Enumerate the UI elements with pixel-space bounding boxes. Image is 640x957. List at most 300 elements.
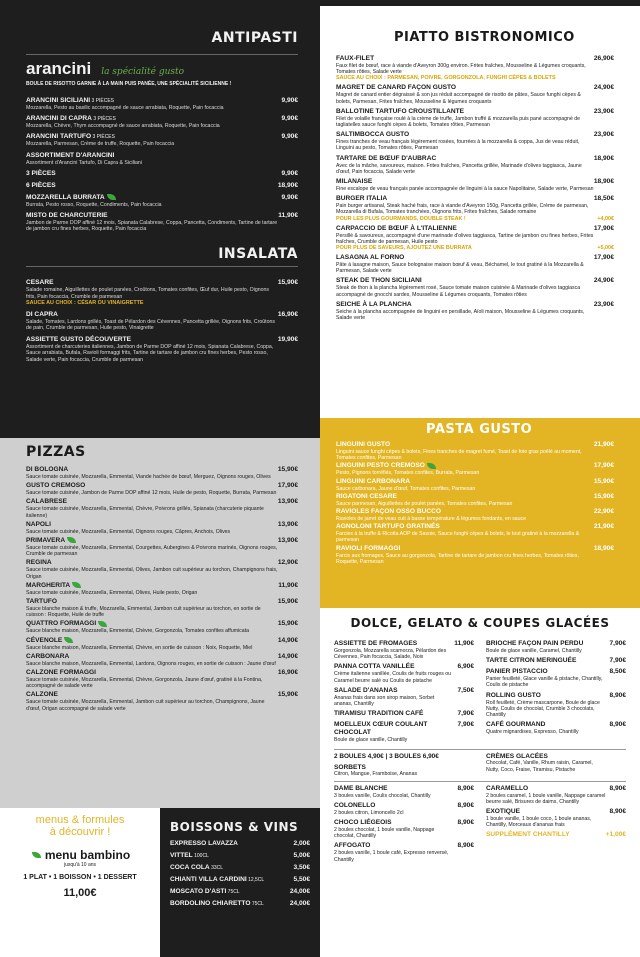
item-description: Pesto, Pignons torréfiés, Tomates confites, Burrata, Parmesan — [336, 470, 480, 477]
item-description: 2 boules chocolat, 1 boule vanille, Nappage chocolat, Chantilly — [334, 827, 435, 840]
menu-item — [26, 653, 298, 667]
pasta-title: PASTA GUSTO — [426, 422, 533, 437]
item-name: SALADE D'ANANAS — [334, 686, 398, 694]
item-volume: 33CL — [209, 865, 224, 871]
arancini-brand: arancini — [26, 59, 92, 78]
piatto-list — [336, 55, 614, 321]
bambino-age: jusqu'à 10 ans — [63, 862, 97, 868]
item-price: 8,90€ — [609, 691, 626, 699]
item-price: 8,90€ — [457, 784, 474, 792]
menu-item — [26, 620, 298, 634]
item-name: GUSTO CREMOSO — [26, 482, 86, 490]
vegetarian-leaf-icon — [107, 194, 116, 200]
item-description: Mozzarella, Parmesan, Crème de truffe, Roquette, Pain focaccia — [26, 141, 175, 148]
vegetarian-leaf-icon — [72, 582, 81, 588]
item-description: Sauce tomate cuisinée, Mozzarella, Emmental, Viande hachée de bœuf, Merguez, Oignons rouges, Olives — [26, 474, 271, 480]
menu-item — [26, 336, 298, 363]
item-name: BORDOLINO CHIARETTO 75CL — [170, 900, 264, 907]
coupes-left-column — [334, 785, 474, 866]
item-name: TARTARE DE BŒUF D'AUBRAC — [336, 154, 437, 162]
boissons-title: BOISSONS & VINS — [170, 820, 299, 834]
item-price: 13,90€ — [277, 498, 298, 506]
menu-item — [170, 876, 310, 884]
item-name: TARTE CITRON MERINGUÉE — [486, 657, 577, 665]
leaf-icon — [32, 852, 41, 858]
item-price: 21,90€ — [593, 523, 614, 531]
menu-item — [336, 155, 614, 175]
menu-item — [26, 466, 298, 480]
vegetarian-leaf-icon — [64, 637, 73, 643]
item-description: Persillé & savoureux, accompagné d'une marinade d'olives taggiasca, Tartine de jambon cru fines herbes, Frites fraîches, Crumble de parmesan, Huile pesto — [336, 232, 594, 245]
item-name: BALLOTINE TARTUFO CROUSTILLANTE — [336, 107, 465, 115]
item-name: CALZONE FORMAGGI — [26, 669, 96, 677]
item-quantity: 3 PIÈCES — [91, 116, 116, 123]
item-description: Sauce blanche maison, Mozzarella, Emmental, Lardons, Oignons rouges, en sortie de cuisson : Jaune d'œuf — [26, 660, 276, 667]
item-price: 7,50€ — [457, 686, 474, 694]
menu-item — [334, 640, 474, 660]
pizza-list — [26, 466, 298, 712]
item-description: 1 boule vanille, 1 boule coco, 1 boule ananas, Chantilly, Morceaux d'ananas frais — [486, 816, 592, 829]
item-price: 23,90€ — [593, 131, 614, 139]
item-price: 8,90€ — [609, 721, 626, 729]
menu-item — [26, 521, 298, 535]
menu-item — [334, 721, 474, 743]
item-name: TIRAMISU TRADITION CAFÉ — [334, 710, 424, 718]
menu-item — [336, 523, 614, 543]
item-name: ASSIETTE DE FROMAGES — [334, 640, 418, 647]
menu-item — [334, 842, 474, 862]
item-description: Burrata, Pesto rosso, Roquette, Condiments, Pain focaccia — [26, 201, 162, 208]
item-price: 24,90€ — [593, 277, 614, 285]
menu-item — [336, 178, 614, 192]
menu-item — [170, 852, 310, 860]
item-price: 15,90€ — [277, 620, 298, 628]
item-price: 8,90€ — [457, 801, 474, 809]
item-name: AFFOGATO — [334, 842, 371, 850]
item-name: ARANCINI DI CAPRA 3 PIÈCES — [26, 115, 116, 123]
item-price: 2,00€ — [293, 840, 310, 847]
coupes-right-column — [486, 785, 626, 829]
item-description: Magret de canard entier dégraissé & son jus réduit accompagné de risotto de pâtes, Sauce funghi cèpes & bolets, Parmesan, Frites fraîches, Mousseline & légumes croquants — [336, 92, 581, 105]
item-price: 11,90€ — [454, 640, 474, 647]
menu-item — [336, 301, 614, 321]
item-price: 8,90€ — [457, 842, 474, 850]
supplement-row — [486, 831, 626, 839]
item-price: 19,90€ — [277, 336, 298, 344]
antipasti-insalata-panel — [0, 0, 320, 438]
item-name: MAGRET DE CANARD FAÇON GUSTO — [336, 84, 457, 92]
item-price: 7,90€ — [609, 657, 626, 665]
item-description: Faux filet de bœuf, race à viande d'Aveyron 300g environ. Frites fraîches, Mousseline & Légumes croquants, Tomates rôties, Salade verte — [336, 63, 586, 76]
item-name: SEICHE À LA PLANCHA — [336, 300, 412, 308]
item-price: 13,90€ — [277, 537, 298, 545]
item-description: Sauce tomate cuisinée, Jambon de Parme DOP affiné 12 mois, Huile de pesto, Roquette, Burrata, Parmesan — [26, 490, 277, 497]
menu-item — [336, 225, 614, 251]
item-name: ARANCINI SICILIANI 3 PIÈCES — [26, 97, 115, 104]
item-name: PANIER PISTACCIO — [486, 668, 548, 676]
dolce-left-column — [334, 640, 474, 746]
item-name: EXOTIQUE — [486, 808, 521, 816]
item-price: 9,90€ — [281, 193, 298, 201]
item-price: 23,90€ — [593, 300, 614, 308]
item-price: 3,50€ — [293, 864, 310, 871]
menu-item — [336, 441, 614, 461]
item-price: 15,90€ — [277, 598, 298, 606]
item-name: VITTEL 100CL — [170, 852, 209, 859]
item-description: Mozzarella, Pesto au basilic accompagné de sauce arrabiata, Roquette, Pain focaccia — [26, 105, 224, 111]
item-name: RAVIOLES FAÇON OSSO BUCCO — [336, 508, 442, 516]
dolce-right-column — [486, 640, 626, 746]
menu-item — [334, 785, 474, 799]
item-name: RAVIOLI FORMAGGI — [336, 544, 401, 552]
menus-line1: menus & formules — [35, 814, 125, 826]
item-volume: 75CL — [226, 889, 240, 895]
menu-item — [336, 195, 614, 221]
menu-item — [334, 802, 474, 816]
item-price: 15,90€ — [277, 691, 298, 699]
item-name: AGNOLONI TARTUFO GRATINÉS — [336, 523, 440, 531]
menu-item — [336, 478, 614, 492]
item-price: 22,90€ — [593, 508, 614, 516]
menu-item — [336, 277, 614, 297]
menu-item — [26, 170, 298, 178]
menu-item — [334, 710, 474, 718]
item-description: Avec de la mâche, savoureux, maison. Frites fraîches, Pancetta grillée, Marinade d'olives taggiasca, Jaune d'œuf, Pain focaccia, Salade verte — [336, 162, 582, 175]
menu-item — [26, 669, 298, 689]
item-description: 3 boules vanille, Coulis chocolat, Chantilly — [334, 792, 431, 799]
dolce-title: DOLCE, GELATO & COUPES GLACÉES — [350, 616, 610, 630]
item-description: Fine escalope de veau français panée accompagnée de linguini à la sauce Napolitaine, Salade verte, Parmesan — [336, 186, 594, 193]
item-description: Pain burger artisanal, Steak haché frais, race à viande d'Aveyron 150g, Pancetta grillée, Crème de parmesan, Mozzarella di Bufala, Tomates tranchées, Oignons frits, Frites fraîches, Salade romaine — [336, 203, 589, 216]
item-quantity: 3 PIÈCES — [90, 98, 115, 104]
dolce-divider — [334, 749, 626, 750]
cremes-title: CRÈMES GLACÉES — [486, 753, 548, 761]
item-name: LINGUINI GUSTO — [336, 441, 391, 448]
item-description: Sauce tomate cuisinée, Mozzarella, Emmental, Chèvre, Poivrons grillés, Spianata (charcuterie piquante italienne) — [26, 506, 264, 519]
menu-item — [26, 537, 298, 557]
item-price: 18,90€ — [593, 154, 614, 162]
item-name: CESARE — [26, 279, 54, 287]
vegetarian-leaf-icon — [427, 463, 436, 469]
item-name: DI CAPRA — [26, 310, 58, 318]
item-price: 15,90€ — [593, 492, 614, 500]
item-name: BURGER ITALIA — [336, 195, 388, 203]
menu-item — [336, 508, 614, 522]
item-name: BRIOCHE FAÇON PAIN PERDU — [486, 640, 584, 647]
item-description: Filet de volaille française roulé à la crème de truffe, Jambon truffé & mozzarella puis pané accompagné de tagliatelles sauce funghi cèpes & bolets, Tomates rôties, Parmesan — [336, 115, 581, 129]
pasta-panel — [320, 418, 640, 608]
menu-item — [486, 785, 626, 805]
item-price: 9,90€ — [281, 97, 298, 104]
menus-line2: à découvrir ! — [49, 826, 111, 838]
item-description: Crème italienne vanillée, Coulis de fruits rouges ou Caramel beurre salé ou Coulis de pistache — [334, 671, 452, 684]
item-description: Farcis aux fromages, Sauce au gorgonzola, Tartine de tartare de jambon cru fines herbes, Tomates rôties, Roquette, Parmesan — [336, 552, 579, 565]
sorbets-title: SORBETS — [334, 764, 366, 772]
item-price: 9,90€ — [281, 115, 298, 123]
menu-item — [336, 108, 614, 128]
item-name: ROLLING GUSTO — [486, 691, 541, 699]
item-extra-price: +5,00€ — [597, 245, 614, 252]
item-price: 24,90€ — [593, 84, 614, 92]
boissons-list — [170, 840, 310, 908]
item-price: 7,90€ — [609, 640, 626, 647]
item-price: 16,90€ — [277, 669, 298, 677]
menu-item — [486, 692, 626, 719]
item-name: CHIANTI VILLA CARDINI 12,5CL — [170, 876, 265, 883]
item-name: CALABRESE — [26, 498, 68, 506]
item-extra: POUR LES PLUS GOURMANDS, DOUBLE STEAK ! +4,00€ — [336, 215, 614, 222]
menus-panel — [0, 808, 160, 957]
item-description: Sauce tomate cuisinée, Mozzarella, Emmental, Olives, Jambon cuit supérieur au torchon, Champignons frais, Origan — [26, 567, 278, 580]
item-name: MISTO DE CHARCUTERIE — [26, 212, 108, 220]
item-name: CARAMELLO — [486, 784, 529, 792]
item-name: ARANCINI TARTUFO 3 PIÈCES — [26, 133, 115, 141]
item-name: MOSCATO D'ASTI 75CL — [170, 888, 240, 895]
menu-item — [170, 900, 310, 908]
pasta-list — [336, 441, 614, 565]
arancini-tagline: la spécialité gusto — [101, 67, 185, 77]
supplement-price: +1,00€ — [605, 831, 626, 839]
menu-item — [26, 691, 298, 711]
insalata-title: INSALATA — [26, 246, 298, 267]
item-description: Assortiment de charcuteries italiennes, Jambon de Parme DOP affiné 12 mois, Spianata Calabrese, Coppa, Sauce arrabiata, Bufala, Ravioli formaggi frits, Tartine de tartare de jambon cru fines herbes, Pesto rosso, Salade verte, Pain focaccia, Crumble de parmesan — [26, 344, 274, 363]
menu-item — [26, 559, 298, 579]
menu-item — [336, 55, 614, 81]
menu-item — [336, 545, 614, 565]
item-description: Mozzarella, Chèvre, Thym accompagné de sauce arrabiata, Roquette, Pain focaccia — [26, 123, 220, 130]
item-name: ASSIETTE GUSTO DÉCOUVERTE — [26, 336, 132, 344]
item-extra-price: +4,00€ — [597, 215, 614, 222]
item-description: Steak de thon à la plancha légèrement rosé, Sauce tomate maison cuisinée & Marinade d'olives taggiasca accompagné de gnocchi sardes, Mousseline & Légumes croquants, Tomates rôties — [336, 285, 581, 298]
menu-item — [486, 640, 626, 654]
top-bar — [320, 0, 640, 6]
item-price: 21,90€ — [593, 441, 614, 448]
item-name: EXPRESSO LAVAZZA — [170, 840, 238, 847]
item-description: Sauce carbonara, Jaune d'œuf, Tomates confites, Parmesan — [336, 485, 476, 492]
pizzas-title: PIZZAS — [26, 444, 86, 460]
item-description: Linguini sauce funghi cèpes & bolets, Fines tranches de magret fumé, Toast de foie gras poêlé au moment, Tomates confites, Parmesan — [336, 449, 582, 462]
item-extra: SAUCE AU CHOIX : CÉSAR OU VINAIGRETTE — [26, 299, 144, 306]
item-description: Boule de glace vanille, Caramel, Chantilly — [486, 648, 582, 654]
menu-item — [336, 493, 614, 507]
item-price: 8,90€ — [609, 808, 626, 816]
menu-item — [486, 808, 626, 828]
item-extra: SAUCE AU CHOIX : PARMESAN, POIVRE, GORGONZOLA, FUNGHI CÈPES & BOLETS — [336, 75, 556, 82]
item-description: Panier feuilleté, Glace vanille & pistache, Chantilly, Coulis de pistache — [486, 676, 603, 689]
menu-item — [26, 133, 298, 147]
item-description: Farcies à la truffe & Ricotta AOP de Savoie, Sauce funghi cèpes & bolets, le tout gratiné à la mozzarella & parmesan — [336, 531, 580, 544]
item-description: Salade romaine, Aiguillettes de poulet panées, Croûtons, Tomates confites, Œuf dur, Huile pesto, Oignons frits, Pain focaccia, Crumble de parmesan — [26, 287, 269, 300]
item-description: Fines tranches de veau français légèrement rosées, fourrées à la mozzarella & coppa, Jus de veau réduit, Linguini au pesto, Tomates rôties, Parmesan — [336, 139, 580, 152]
item-description: Sauce tomate cuisinée, Mozzarella, Emmental, Olives, Huile pesto, Origan — [26, 589, 198, 596]
menu-item — [26, 97, 298, 111]
menu-item — [334, 663, 474, 683]
item-price: 15,90€ — [277, 466, 298, 473]
bambino-price: 11,00€ — [63, 887, 97, 899]
item-description: Boule de glace vanille, Chantilly — [334, 737, 408, 744]
item-name: TARTUFO — [26, 598, 58, 606]
pizzas-panel — [0, 438, 320, 808]
item-price: 5,50€ — [293, 876, 310, 883]
item-description: Salade, Tomates, Lardons grillés, Toast de Pélardon des Cévennes, Pancetta grillée, Oignons frits, Croûtons de pain, Crumble de parmesan, Huile pesto, Vinaigrette — [26, 318, 275, 332]
menu-item — [486, 657, 626, 665]
item-price: 26,90€ — [593, 55, 614, 62]
item-price: 18,50€ — [593, 195, 614, 203]
item-price: 6,90€ — [457, 663, 474, 671]
item-volume: 100CL — [192, 853, 209, 859]
antipasti-list — [26, 97, 298, 232]
item-price: 8,50€ — [609, 668, 626, 676]
menu-item — [336, 131, 614, 151]
sorbets-desc: Citron, Mangue, Framboise, Ananas — [334, 771, 418, 778]
menu-item — [334, 819, 474, 839]
item-description: Sauce tomate cuisinée, Mozzarella, Emmental, Oignons rouges, Câpres, Anchois, Olives — [26, 528, 231, 535]
item-name: CARPACCIO DE BŒUF À L'ITALIENNE — [336, 224, 457, 232]
item-name: MOELLEUX CŒUR COULANT CHOCOLAT — [334, 721, 428, 737]
item-name: STEAK DE THON SICILIANI — [336, 277, 422, 285]
menu-item — [334, 687, 474, 707]
item-volume: 75CL — [250, 901, 264, 907]
menu-item — [170, 864, 310, 872]
item-price: 18,90€ — [277, 181, 298, 189]
item-price: 7,90€ — [457, 710, 474, 718]
item-price: 17,90€ — [593, 224, 614, 232]
item-name: COLONELLO — [334, 801, 376, 809]
dolce-panel — [320, 608, 640, 957]
piatto-title: PIATTO BISTRONOMICO — [394, 30, 575, 45]
bambino-formula: 1 PLAT • 1 BOISSON • 1 DESSERT — [23, 874, 137, 881]
menu-item — [26, 182, 298, 190]
antipasti-title: ANTIPASTI — [211, 30, 298, 46]
item-price: 9,90€ — [281, 133, 298, 141]
item-name: FAUX-FILET — [336, 55, 375, 62]
item-price: 14,90€ — [277, 652, 298, 660]
item-name: CARBONARA — [26, 652, 70, 660]
item-name: MILANAISE — [336, 178, 373, 186]
menu-item — [486, 721, 626, 735]
item-description: Ananas frais dans son sirop maison, Sorbet ananas, Chantilly — [334, 694, 435, 708]
item-price: 15,90€ — [593, 477, 614, 485]
piatto-panel — [320, 0, 640, 418]
menu-item — [170, 888, 310, 896]
item-description: Sauce blanche maison, Mozzarella, Emmental, Chèvre, en sortie de cuisson : Noix, Roquette, Miel — [26, 644, 253, 651]
item-description: 2 boules caramel, 1 boule vanille, Nappage caramel beurre salé, Brisures de daims, Chantilly — [486, 792, 606, 805]
menu-item — [26, 212, 298, 232]
item-name: 3 PIÈCES — [26, 169, 56, 177]
item-name: CÉVENOLE — [26, 637, 298, 645]
vegetarian-leaf-icon — [98, 621, 107, 627]
item-name: CAFÉ GOURMAND — [486, 721, 546, 729]
item-name: LINGUINI CARBONARA — [336, 477, 410, 485]
item-description: Sauce blanche maison & truffe, Mozzarella, Emmental, Jambon cuit supérieur au torchon, en sortie de cuisson : Roquette, Huile de truffe — [26, 606, 261, 619]
menu-item — [26, 582, 298, 596]
vegetarian-leaf-icon — [67, 537, 76, 543]
item-volume: 12,5CL — [246, 877, 265, 883]
item-name: QUATTRO FORMAGGI — [26, 620, 298, 628]
item-description: Jambon de Parme DOP affiné 12 mois, Spianata Calabrese, Coppa, Pancetta, Condiments, Tartine de tartare de jambon cru fines herbes, Roquette, Pain focaccia — [26, 220, 278, 233]
menu-item — [26, 152, 298, 166]
item-price: 18,90€ — [593, 544, 614, 552]
item-name: DI BOLOGNA — [26, 466, 69, 473]
item-price: 11,90€ — [278, 581, 298, 589]
item-price: 8,90€ — [457, 819, 474, 827]
menu-item — [26, 498, 298, 518]
item-price: 24,00€ — [289, 900, 310, 907]
item-quantity: 3 PIÈCES — [91, 134, 115, 141]
item-description: 2 boules citron, Limoncello 2cl — [334, 809, 404, 816]
item-price: 9,90€ — [281, 169, 298, 177]
item-name: LASAGNA AL FORNO — [336, 254, 405, 262]
item-description: Sauce tomate cuisinée, Mozzarella, Emmental, Courgettes, Aubergines & Poivrons marinés, Oignons rouges, Crumble de parmesan — [26, 545, 278, 558]
item-description: Assortiment d'Arancini Tartufo, Di Capra & Siciliani — [26, 159, 142, 166]
item-name: DAME BLANCHE — [334, 784, 388, 792]
item-name: NAPOLI — [26, 520, 51, 528]
item-description: Roll feuilleté, Crème mascarpone, Boule de glace Nutty, Coulis de chocolat, Crumble 3 chocolats, Chantilly — [486, 699, 600, 719]
item-description: Sauce tomate cuisinée, Mozzarella, Emmental, Jambon cuit supérieur au torchon, Champignons, Jaune d'œuf, Origan accompagné de salade verte — [26, 699, 265, 712]
menu-item — [26, 279, 298, 305]
item-price: 18,90€ — [593, 178, 614, 186]
item-price: 14,90€ — [277, 636, 298, 644]
item-name: REGINA — [26, 559, 52, 567]
item-price: 17,90€ — [277, 482, 298, 490]
menu-item — [336, 84, 614, 104]
item-description: Gorgonzola, Mozzarella scamorza, Pélardon des Cévennes, Pain focaccia, Salade, Noix — [334, 648, 447, 661]
item-price: 24,00€ — [289, 888, 310, 895]
item-description: Ravioles de jarret de veau cuit à basse température & légumes fondants, en sauce — [336, 516, 527, 523]
item-price: 5,00€ — [293, 852, 310, 859]
menu-item — [26, 482, 298, 496]
item-price: 17,90€ — [593, 462, 614, 470]
item-price: 13,90€ — [277, 520, 298, 528]
item-name: 6 PIÈCES — [26, 181, 56, 189]
item-description: Quatre mignardises, Expresso, Chantilly — [486, 729, 579, 736]
item-price: 23,90€ — [593, 107, 614, 115]
item-name: CHOCO LIÉGEOIS — [334, 819, 392, 827]
item-description: Sauce blanche maison, Mozzarella, Emmental, Chèvre, Gorgonzola, Tomates confites affumicata — [26, 628, 249, 635]
item-price: 16,90€ — [277, 310, 298, 318]
item-extra: POUR PLUS DE SAVEURS, AJOUTEZ UNE BURRATA +5,00€ — [336, 245, 614, 252]
menu-item — [170, 840, 310, 848]
item-name: PANNA COTTA VANILLÉE — [334, 663, 415, 671]
item-price: 12,90€ — [277, 559, 298, 567]
insalata-list — [26, 279, 298, 362]
arancini-subtitle: BOULE DE RISOTTO GARNIE À LA MAIN PUIS PANÉE, UNE SPÉCIALITÉ SICILIENNE ! — [26, 81, 232, 87]
item-name: RIGATONI CESARE — [336, 492, 397, 500]
item-name: LINGUINI PESTO CREMOSO — [336, 462, 614, 470]
item-price: 8,90€ — [609, 784, 626, 792]
boissons-panel — [160, 808, 320, 957]
supplement-label: SUPPLÉMENT CHANTILLY — [486, 831, 570, 839]
item-name: MARGHERITA — [26, 582, 298, 590]
item-description: 2 boules vanille, 1 boule café, Expresso renversé, Chantilly — [334, 850, 449, 863]
boules-line: 2 BOULES 4,90€ | 3 BOULES 6,90€ — [334, 753, 439, 761]
item-name: COCA COLA 33CL — [170, 864, 224, 871]
item-name: ASSORTIMENT D'ARANCINI — [26, 151, 115, 159]
item-price: 11,90€ — [278, 212, 298, 220]
menu-item — [26, 598, 298, 618]
item-name: PRIMAVERA — [26, 537, 298, 545]
cremes-desc: Chocolat, Café, Vanille, Rhum raisin, Caramel, Nutty, Coco, Fraise, Tiramisu, Pistache — [486, 760, 593, 773]
item-price: 7,90€ — [457, 721, 474, 729]
item-description: Sauce tomate cuisinée, Mozzarella, Emmental, Chèvre, Gorgonzola, Jaune d'œuf, gratiné à la Fontina, accompagné de salade verte — [26, 677, 263, 690]
item-name: MOZZARELLA BURRATA — [26, 194, 298, 202]
menu-item — [26, 194, 298, 208]
item-price: 17,90€ — [593, 254, 614, 262]
item-description: Pâte à lasagne maison, Sauce bolognaise maison bœuf & veau, Béchamel, le tout gratiné à la Mozzarella & Parmesan, Salade verte — [336, 262, 584, 275]
menu-item — [336, 254, 614, 274]
item-name: SALTIMBOCCA GUSTO — [336, 131, 410, 139]
menu-item — [26, 311, 298, 331]
